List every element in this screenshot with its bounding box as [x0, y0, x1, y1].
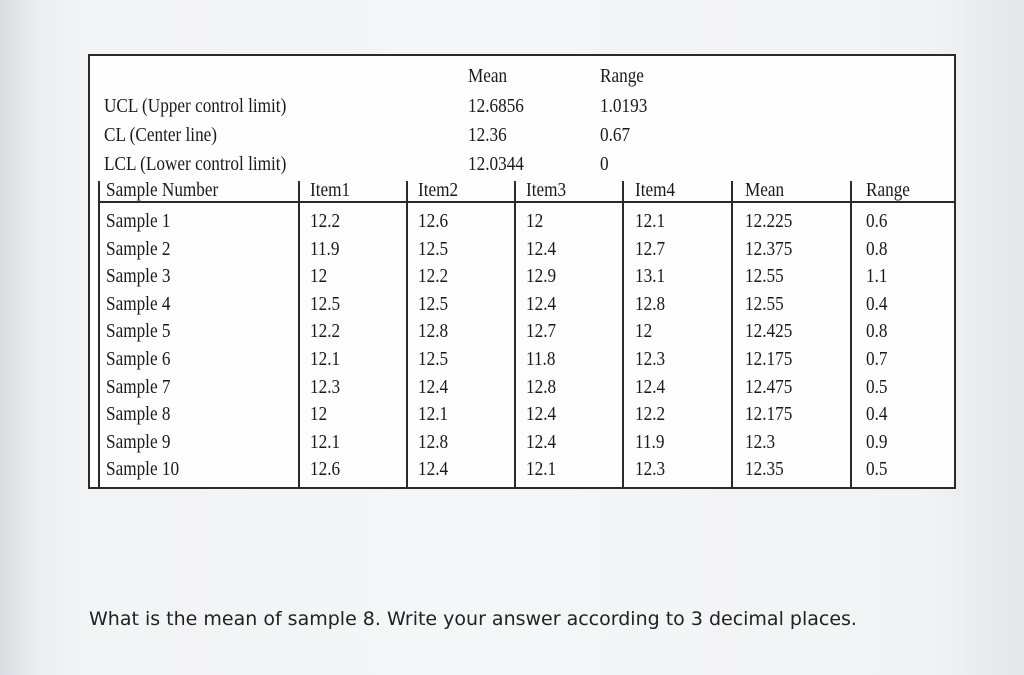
mean-cell: 12.55	[745, 265, 784, 288]
sample-label: Sample 1	[106, 210, 171, 232]
header-mean: Mean	[745, 179, 785, 201]
lcl-range: 0	[600, 153, 609, 175]
header-rule	[98, 201, 956, 203]
summary-mean-header: Mean	[468, 65, 508, 87]
item1-cell: 12	[310, 265, 328, 288]
col-divider-5	[731, 181, 733, 489]
item3-cell: 12.4	[526, 292, 557, 315]
item2-cell: 12.4	[418, 375, 449, 398]
summary-range-header: Range	[600, 65, 644, 87]
item4-cell: 11.9	[635, 430, 665, 453]
item4-cell: 12.1	[635, 210, 666, 232]
range-cell: 0.7	[866, 348, 888, 370]
sample-label: Sample 8	[106, 403, 171, 426]
range-cell: 0.9	[866, 430, 888, 453]
item4-cell: 12.4	[635, 375, 666, 398]
sample-label: Sample 4	[106, 292, 171, 315]
item3-cell: 12.9	[526, 265, 557, 288]
header-item1: Item1	[310, 179, 351, 201]
cl-range: 0.67	[600, 124, 631, 146]
mean-cell: 12.55	[745, 292, 784, 315]
item4-cell: 12	[635, 320, 653, 343]
ucl-label: UCL (Upper control limit)	[104, 95, 287, 117]
col-divider-1	[298, 181, 300, 489]
col-divider-3	[514, 181, 516, 489]
item4-cell: 12.7	[635, 237, 666, 260]
sample-label: Sample 5	[106, 320, 171, 343]
range-cell: 0.8	[866, 237, 888, 260]
mean-cell: 12.425	[745, 320, 793, 343]
mean-cell: 12.175	[745, 348, 793, 370]
spreadsheet-table	[88, 54, 956, 489]
range-cell: 0.8	[866, 320, 888, 343]
col-divider-4	[622, 181, 624, 489]
sample-label: Sample 9	[106, 430, 171, 453]
sample-label: Sample 7	[106, 375, 171, 398]
item4-cell: 12.8	[635, 292, 666, 315]
item2-cell: 12.5	[418, 292, 449, 315]
item3-cell: 12.8	[526, 375, 557, 398]
mean-cell: 12.3	[745, 430, 776, 453]
sample-label: Sample 10	[106, 458, 180, 481]
lcl-mean: 12.0344	[468, 153, 524, 175]
item1-cell: 12.2	[310, 210, 341, 232]
question-text: What is the mean of sample 8. Write your answer according to 3 decimal places.	[89, 608, 857, 630]
item3-cell: 12.1	[526, 458, 557, 481]
range-cell: 0.5	[866, 458, 888, 481]
header-item2: Item2	[418, 179, 459, 201]
item1-cell: 12.5	[310, 292, 341, 315]
item3-cell: 12.4	[526, 403, 557, 426]
item3-cell: 12.4	[526, 237, 557, 260]
item2-cell: 12.5	[418, 348, 449, 370]
header-item3: Item3	[526, 179, 567, 201]
header-item4: Item4	[635, 179, 676, 201]
item3-cell: 12.7	[526, 320, 557, 343]
col-divider-left	[98, 181, 100, 489]
item2-cell: 12.2	[418, 265, 449, 288]
range-cell: 0.5	[866, 375, 888, 398]
item1-cell: 11.9	[310, 237, 340, 260]
item4-cell: 12.2	[635, 403, 666, 426]
col-divider-2	[406, 181, 408, 489]
col-divider-6	[850, 181, 852, 489]
cl-mean: 12.36	[468, 124, 507, 146]
item4-cell: 12.3	[635, 458, 666, 481]
item2-cell: 12.1	[418, 403, 449, 426]
sample-label: Sample 2	[106, 237, 171, 260]
header-sample-number: Sample Number	[106, 179, 219, 201]
sample-label: Sample 3	[106, 265, 171, 288]
ucl-range: 1.0193	[600, 95, 648, 117]
item2-cell: 12.8	[418, 320, 449, 343]
item1-cell: 12	[310, 403, 328, 426]
mean-cell: 12.375	[745, 237, 793, 260]
item1-cell: 12.6	[310, 458, 341, 481]
item4-cell: 12.3	[635, 348, 666, 370]
item1-cell: 12.2	[310, 320, 341, 343]
item3-cell: 12	[526, 210, 544, 232]
cl-label: CL (Center line)	[104, 124, 218, 146]
item1-cell: 12.3	[310, 375, 341, 398]
item2-cell: 12.5	[418, 237, 449, 260]
item3-cell: 11.8	[526, 348, 556, 370]
lcl-label: LCL (Lower control limit)	[104, 153, 287, 175]
mean-cell: 12.475	[745, 375, 793, 398]
range-cell: 0.4	[866, 403, 888, 426]
item1-cell: 12.1	[310, 348, 341, 370]
sample-label: Sample 6	[106, 348, 171, 370]
item1-cell: 12.1	[310, 430, 341, 453]
item2-cell: 12.8	[418, 430, 449, 453]
mean-cell: 12.225	[745, 210, 793, 232]
item2-cell: 12.6	[418, 210, 449, 232]
item4-cell: 13.1	[635, 265, 666, 288]
ucl-mean: 12.6856	[468, 95, 524, 117]
range-cell: 1.1	[866, 265, 888, 288]
mean-cell: 12.175	[745, 403, 793, 426]
range-cell: 0.4	[866, 292, 888, 315]
item3-cell: 12.4	[526, 430, 557, 453]
range-cell: 0.6	[866, 210, 888, 232]
mean-cell: 12.35	[745, 458, 784, 481]
header-range: Range	[866, 179, 910, 201]
item2-cell: 12.4	[418, 458, 449, 481]
